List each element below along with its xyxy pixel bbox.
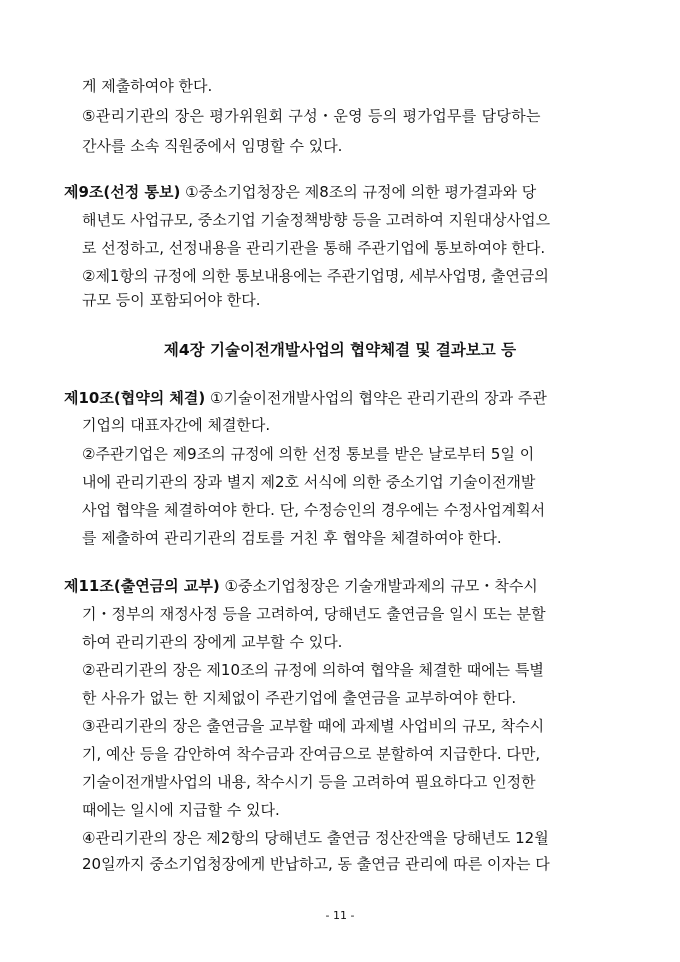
text-line: 기・정부의 재정사정 등을 고려하여, 당해년도 출연금을 일시 또는 분할 bbox=[82, 605, 546, 623]
text-line: ②주관기업은 제9조의 규정에 의한 선정 통보를 받은 날로부터 5일 이 bbox=[82, 445, 535, 463]
text-line: 게 제출하여야 한다. bbox=[82, 77, 213, 95]
text-line: 20일까지 중소기업청장에게 반납하고, 동 출연금 관리에 따른 이자는 다 bbox=[82, 855, 550, 873]
text-line: 간사를 소속 직원중에서 임명할 수 있다. bbox=[82, 137, 343, 155]
article-11 bbox=[64, 576, 538, 596]
article-9 bbox=[64, 182, 536, 202]
text-line: 로 선정하고, 선정내용을 관리기관을 통해 주관기업에 통보하여야 한다. bbox=[82, 239, 546, 257]
text-line: 기술이전개발사업의 내용, 착수시기 등을 고려하여 필요하다고 인정한 bbox=[82, 773, 536, 791]
text-line: 기, 예산 등을 감안하여 착수금과 잔여금으로 분할하여 지급한다. 다만, bbox=[82, 745, 541, 763]
text-line: ④관리기관의 장은 제2항의 당해년도 출연금 정산잔액을 당해년도 12월 bbox=[82, 829, 549, 847]
text-line: ③관리기관의 장은 출연금을 교부할 때에 과제별 사업비의 규모, 착수시 bbox=[82, 717, 545, 735]
text-line: 해년도 사업규모, 중소기업 기술정책방향 등을 고려하여 지원대상사업으 bbox=[82, 211, 551, 229]
chapter-4-title: 제4장 기술이전개발사업의 협약체결 및 결과보고 등 bbox=[163, 341, 517, 359]
article-10 bbox=[64, 388, 547, 408]
text-line: 때에는 일시에 지급할 수 있다. bbox=[82, 801, 280, 819]
text-line: ①기술이전개발사업의 협약은 관리기관의 장과 주관 bbox=[205, 389, 547, 407]
article-9-heading: 제9조(선정 통보) bbox=[64, 183, 181, 201]
page-number: - 11 - bbox=[325, 909, 355, 922]
text-line: 사업 협약을 체결하여야 한다. 단, 수정승인의 경우에는 수정사업계획서 bbox=[82, 501, 546, 519]
article-10-heading: 제10조(협약의 체결) bbox=[64, 389, 206, 407]
text-line: ②제1항의 규정에 의한 통보내용에는 주관기업명, 세부사업명, 출연금의 bbox=[82, 267, 549, 285]
text-line: ①중소기업청장은 제8조의 규정에 의한 평가결과와 당 bbox=[180, 183, 537, 201]
text-line: ⑤관리기관의 장은 평가위원회 구성・운영 등의 평가업무를 담당하는 bbox=[82, 107, 541, 125]
text-line: ①중소기업청장은 기술개발과제의 규모・착수시 bbox=[219, 577, 538, 595]
text-line: 한 사유가 없는 한 지체없이 주관기업에 출연금을 교부하여야 한다. bbox=[82, 689, 517, 707]
text-line: 규모 등이 포함되어야 한다. bbox=[82, 291, 261, 309]
text-line: ②관리기관의 장은 제10조의 규정에 의하여 협약을 체결한 때에는 특별 bbox=[82, 661, 544, 679]
text-line: 하여 관리기관의 장에게 교부할 수 있다. bbox=[82, 633, 343, 651]
text-line: 기업의 대표자간에 체결한다. bbox=[82, 416, 271, 434]
text-line: 를 제출하여 관리기관의 검토를 거친 후 협약을 체결하여야 한다. bbox=[82, 529, 502, 547]
article-11-heading: 제11조(출연금의 교부) bbox=[64, 577, 220, 595]
text-line: 내에 관리기관의 장과 별지 제2호 서식에 의한 중소기업 기술이전개발 bbox=[82, 473, 536, 491]
